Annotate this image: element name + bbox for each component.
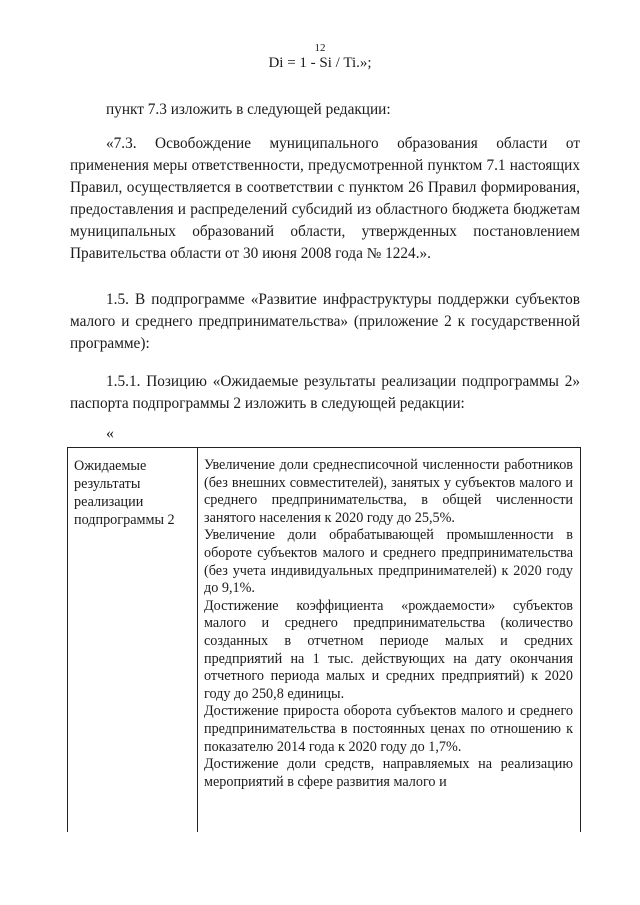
paragraph-text: «7.3. Освобождение муниципального образования области от применения меры ответственности, предусмотренной пунктом 7.1 настоящих Правил, осуществляется в соответствии с пунктом 26 Правил формирования, предоставления и распределений субсидий из областного бюджета бюджетам муниципальных образований области, утвержденных постановлением Правительства области от 30 июня 2008 года № 1224.».: [70, 135, 580, 262]
page-number: 12: [314, 42, 326, 54]
paragraph-1-5: [70, 289, 580, 355]
paragraph-1-5-1: [70, 371, 580, 415]
result-item: Увеличение доли среднесписочной численности работников (без внешних совместителей), занятых у субъектов малого и среднего предпринимательства, в общей численности занятого населения к 2020 году до 25,5%.: [204, 457, 573, 526]
paragraph-item-7-3-intro: [70, 99, 580, 121]
paragraph-text: 1.5. В подпрограмме «Развитие инфраструктуры поддержки субъектов малого и среднего предпринимательства» (приложение 2 к государственной программе):: [70, 291, 580, 352]
result-item: Достижение доли средств, направляемых на реализацию мероприятий в сфере развития малого и: [204, 756, 573, 790]
result-item: Достижение коэффициента «рождаемости» субъектов малого и среднего предпринимательства (количество созданных в отчетном периоде малых и средних предприятий на 1 тыс. действующих на дату окончания отчетного периода малых и средних предприятий) к 2020 году до 250,8 единицы.: [204, 597, 573, 702]
result-item: Достижение прироста оборота субъектов малого и среднего предпринимательства в постоянных ценах по отношению к показателю 2014 года к 2020 году до 1,7%.: [204, 703, 573, 755]
paragraph-item-7-3-text: [70, 133, 580, 265]
formula: Di = 1 - Si / Ti.»;: [268, 55, 372, 71]
result-item: Увеличение доли обрабатывающей промышленности в обороте субъектов малого и среднего предпринимательства (без учета индивидуальных предпринимателей) к 2020 году до 9,1%.: [204, 527, 573, 597]
table-label-cell: Ожидаемые результаты реализации подпрограммы 2: [74, 458, 175, 528]
opening-quote: «: [106, 425, 114, 442]
paragraph-text: пункт 7.3 изложить в следующей редакции:: [106, 101, 391, 118]
table-column-divider: [197, 448, 198, 832]
paragraph-text: 1.5.1. Позицию «Ожидаемые результаты реализации подпрограммы 2» паспорта подпрограммы 2 изложить в следующей редакции:: [70, 373, 580, 412]
table-value-cell: [204, 457, 573, 791]
results-table: [67, 447, 581, 832]
